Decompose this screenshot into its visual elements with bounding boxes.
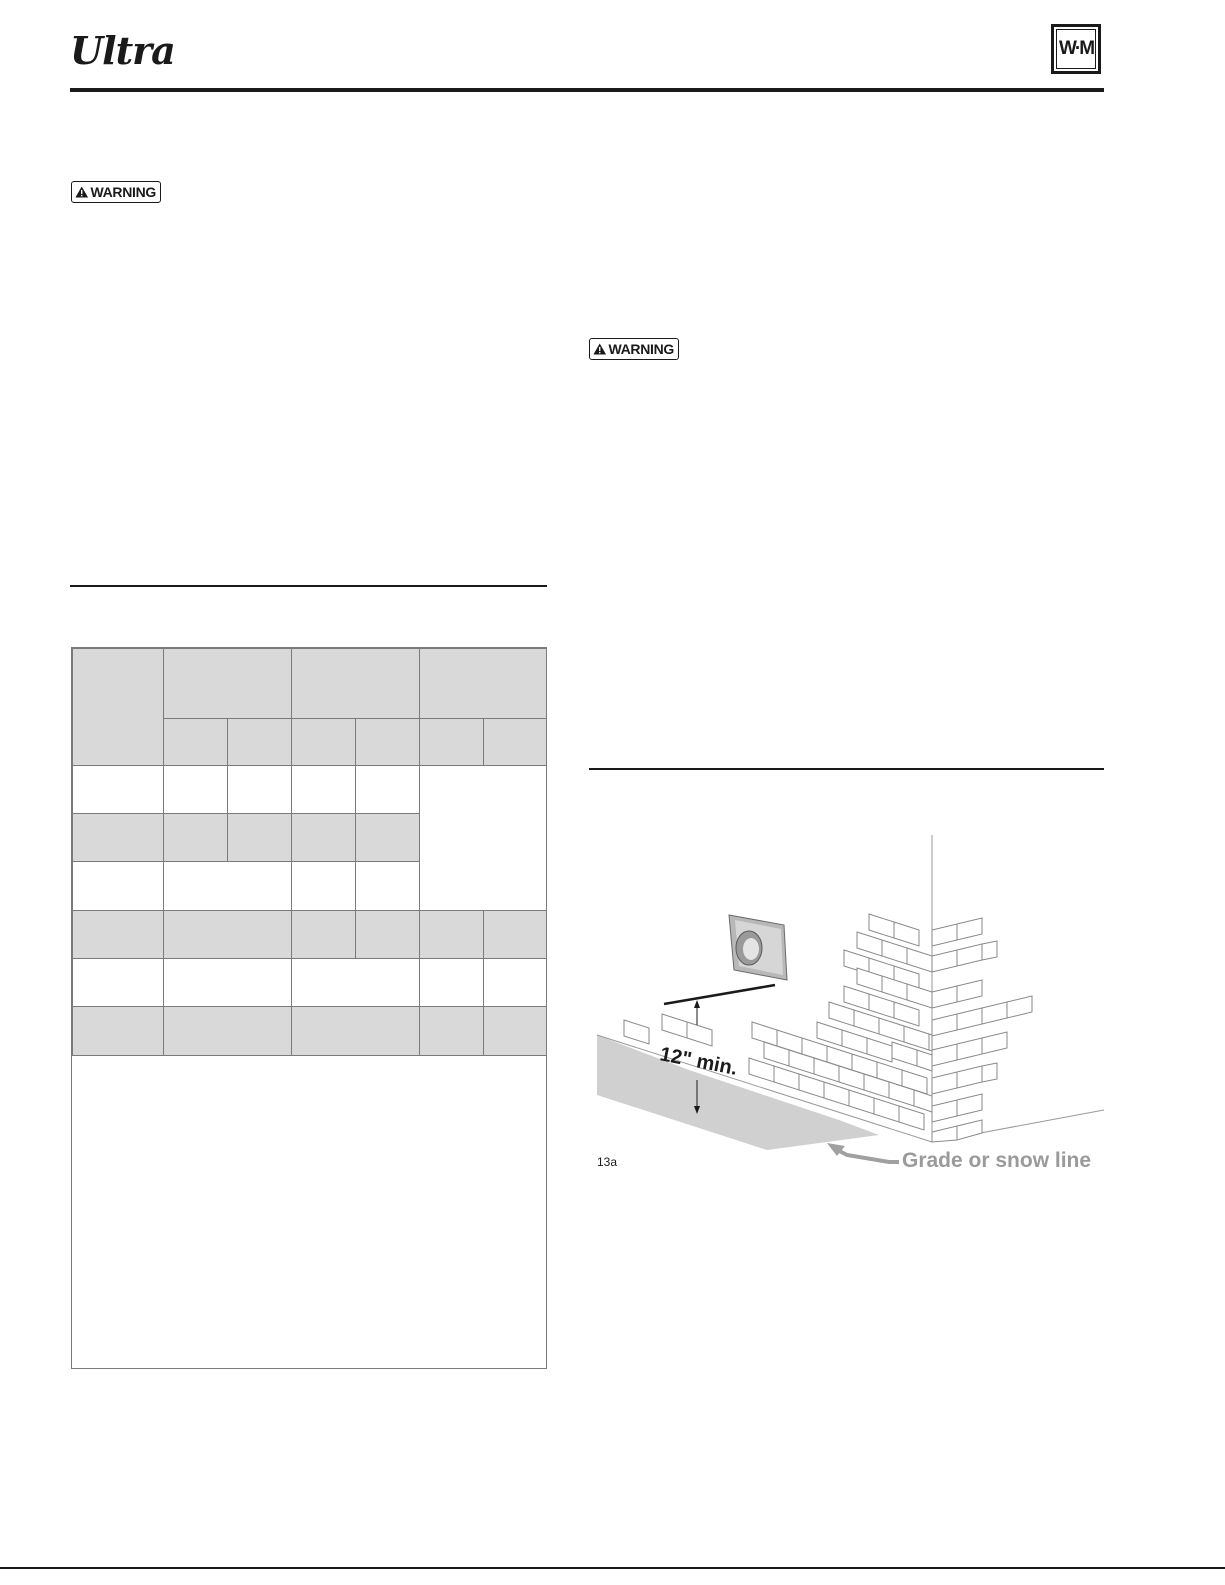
arrow-up-icon bbox=[694, 1000, 700, 1008]
table-cell bbox=[355, 910, 420, 959]
table-cell bbox=[72, 813, 164, 862]
table-header-cell bbox=[163, 648, 292, 719]
table-subheader-cell bbox=[419, 718, 484, 766]
section-rule-right bbox=[589, 768, 1104, 770]
table-cell bbox=[72, 958, 164, 1007]
vent-terminal bbox=[729, 915, 787, 980]
warning-triangle-icon bbox=[593, 342, 606, 356]
table-cell bbox=[227, 765, 292, 814]
figure-number: 13a bbox=[597, 1155, 618, 1169]
table-cell bbox=[483, 958, 547, 1007]
table-cell bbox=[355, 765, 420, 814]
header-rule bbox=[70, 88, 1104, 92]
table-header-cell bbox=[291, 648, 420, 719]
table-subheader-cell bbox=[355, 718, 420, 766]
table-cell bbox=[355, 813, 420, 862]
table-cell bbox=[163, 1006, 292, 1056]
vent-reference-line bbox=[664, 985, 775, 1004]
table-cell bbox=[355, 861, 420, 911]
table-cell bbox=[227, 813, 292, 862]
table-cell bbox=[419, 958, 484, 1007]
table-cell bbox=[419, 1006, 484, 1056]
warning-label: WARNING bbox=[608, 341, 674, 357]
table-cell bbox=[291, 910, 356, 959]
grade-label: Grade or snow line bbox=[902, 1149, 1092, 1172]
table-cell-merged bbox=[419, 765, 547, 911]
table-cell bbox=[163, 910, 292, 959]
table-cell bbox=[291, 958, 420, 1007]
table-cell bbox=[72, 1006, 164, 1056]
table-cell bbox=[72, 765, 164, 814]
table-subheader-cell bbox=[227, 718, 292, 766]
section-rule-left bbox=[70, 585, 547, 587]
table-cell bbox=[291, 861, 356, 911]
company-logo bbox=[1051, 24, 1101, 74]
table-cell bbox=[419, 910, 484, 959]
table-cell bbox=[72, 861, 164, 911]
table-cell bbox=[72, 910, 164, 959]
vent-clearance-figure bbox=[589, 830, 1105, 1175]
table-cell bbox=[163, 861, 292, 911]
table-subheader-cell bbox=[163, 718, 228, 766]
footer-rule bbox=[0, 1567, 1225, 1569]
table-cell bbox=[291, 813, 356, 862]
specification-table bbox=[71, 647, 547, 1369]
table-cell bbox=[291, 765, 356, 814]
logo-text: W·M bbox=[1056, 29, 1096, 69]
table-subheader-cell bbox=[483, 718, 547, 766]
table-cell bbox=[291, 1006, 420, 1056]
table-cell bbox=[163, 958, 292, 1007]
warning-triangle-icon bbox=[75, 185, 88, 199]
table-header-cell bbox=[72, 648, 164, 766]
table-cell bbox=[483, 910, 547, 959]
brand-wordmark: Ultra bbox=[70, 28, 175, 73]
clearance-label: 12" min. bbox=[658, 1043, 740, 1080]
table-cell bbox=[163, 813, 228, 862]
warning-badge bbox=[589, 338, 679, 360]
warning-label: WARNING bbox=[90, 184, 156, 200]
table-header-cell bbox=[419, 648, 547, 719]
table-subheader-cell bbox=[291, 718, 356, 766]
table-cell bbox=[483, 1006, 547, 1056]
warning-badge bbox=[71, 181, 161, 203]
table-cell bbox=[163, 765, 228, 814]
